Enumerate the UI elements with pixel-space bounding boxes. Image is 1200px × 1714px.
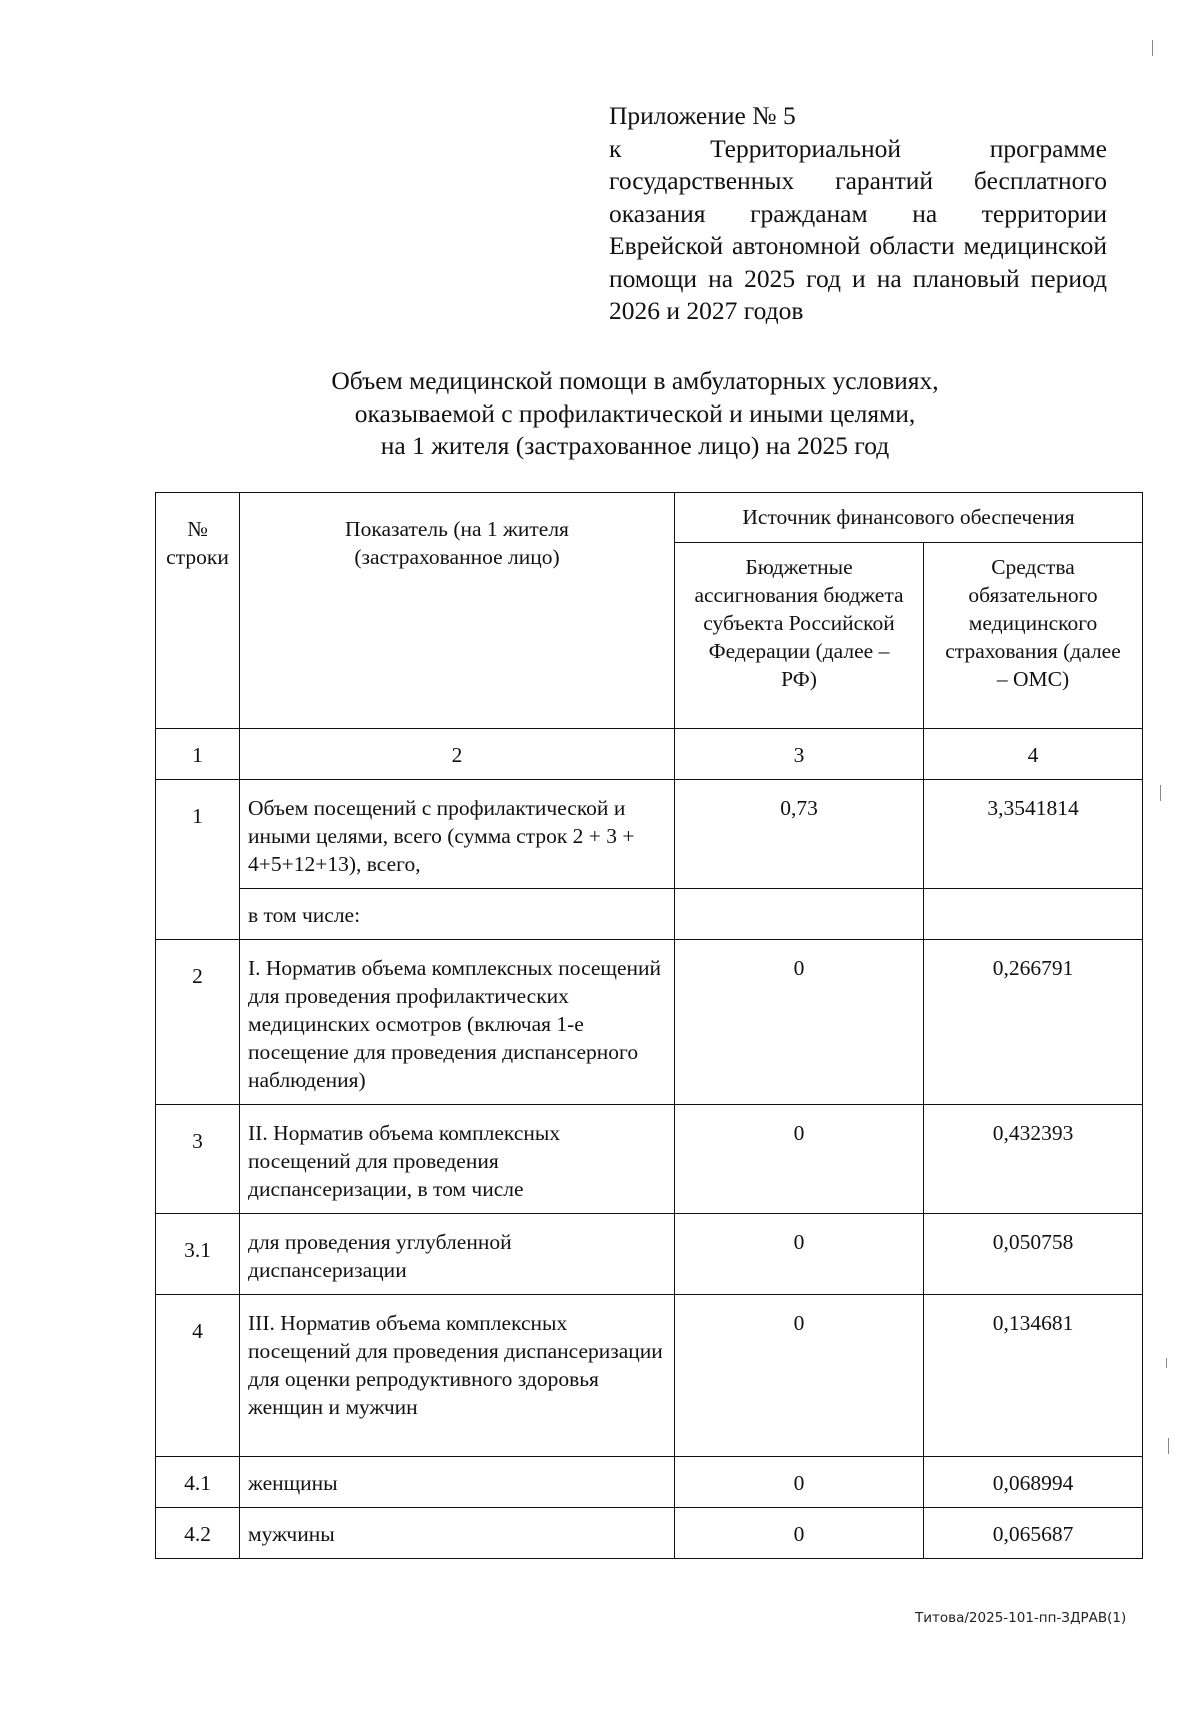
title-line-1: Объем медицинской помощи в амбулаторных условиях, (331, 366, 939, 395)
table-row (156, 780, 1143, 889)
table-row (156, 1508, 1143, 1559)
row-budget-value: 0 (675, 940, 924, 1105)
table-row (156, 1295, 1143, 1457)
row-oms-value: 0,068994 (924, 1457, 1143, 1508)
row-number: 4.2 (156, 1508, 240, 1559)
header-row-number: № строки (156, 493, 240, 729)
column-number-2: 2 (240, 729, 675, 780)
row-budget-value: 0 (675, 1457, 924, 1508)
row-budget-value (675, 889, 924, 940)
scan-artifact (1152, 40, 1153, 56)
row-oms-value: 0,134681 (924, 1295, 1143, 1457)
row-indicator: женщины (240, 1457, 675, 1508)
header-budget: Бюджетные ассигнования бюджета субъекта Российской Федерации (далее – РФ) (675, 543, 924, 729)
row-number: 1 (156, 780, 240, 940)
appendix-block (609, 100, 1107, 328)
title-line-3: на 1 жителя (застрахованное лицо) на 2025 год (380, 431, 890, 460)
volume-table (155, 492, 1143, 1559)
row-indicator: II. Норматив объема комплексных посещений для проведения диспансеризации, в том числе (240, 1105, 675, 1214)
row-number: 3.1 (156, 1214, 240, 1295)
row-indicator: III. Норматив объема комплексных посещений для проведения диспансеризации для оценки репродуктивного здоровья женщин и мужчин (240, 1295, 675, 1457)
row-budget-value: 0 (675, 1214, 924, 1295)
header-oms: Средства обязательного медицинского страхования (далее – ОМС) (924, 543, 1143, 729)
table-row (156, 1105, 1143, 1214)
row-indicator: I. Норматив объема комплексных посещений для проведения профилактических медицинских осмотров (включая 1-е посещение для проведения диспансерного наблюдения) (240, 940, 675, 1105)
row-number: 3 (156, 1105, 240, 1214)
header-indicator: Показатель (на 1 жителя (застрахованное лицо) (240, 493, 675, 729)
column-number-3: 3 (675, 729, 924, 780)
row-indicator: мужчины (240, 1508, 675, 1559)
appendix-text: к Территориальной программе государственных гарантий бесплатного оказания гражданам на территории Еврейской автономной области медицинской помощи на 2025 год и на плановый период 2026 и 2027 годов (609, 133, 1107, 325)
row-budget-value: 0 (675, 1295, 924, 1457)
header-financing-source: Источник финансового обеспечения (675, 493, 1143, 543)
row-indicator: для проведения углубленной диспансеризации (240, 1214, 675, 1295)
scan-artifact (1168, 1438, 1169, 1454)
row-budget-value: 0 (675, 1105, 924, 1214)
table-row (156, 940, 1143, 1105)
row-number: 2 (156, 940, 240, 1105)
title-line-2: оказываемой с профилактической и иными целями, (354, 398, 916, 428)
row-number: 4 (156, 1295, 240, 1457)
row-indicator: Объем посещений с профилактической и иными целями, всего (сумма строк 2 + 3 + 4+5+12+13), всего, (240, 780, 675, 889)
table-row (156, 1214, 1143, 1295)
row-oms-value (924, 889, 1143, 940)
table-row (156, 1457, 1143, 1508)
row-oms-value: 3,3541814 (924, 780, 1143, 889)
column-number-4: 4 (924, 729, 1143, 780)
document-code: Титова/2025-101-пп-ЗДРАВ(1) (915, 1610, 1127, 1626)
row-budget-value: 0 (675, 1508, 924, 1559)
appendix-number: Приложение № 5 (609, 101, 796, 130)
row-budget-value: 0,73 (675, 780, 924, 889)
row-oms-value: 0,432393 (924, 1105, 1143, 1214)
table-row (156, 889, 1143, 940)
row-oms-value: 0,065687 (924, 1508, 1143, 1559)
row-number: 4.1 (156, 1457, 240, 1508)
row-oms-value: 0,266791 (924, 940, 1143, 1105)
document-title (170, 365, 1100, 463)
scan-artifact (1160, 785, 1161, 801)
row-oms-value: 0,050758 (924, 1214, 1143, 1295)
row-indicator: в том числе: (240, 889, 675, 940)
scan-artifact (1166, 1358, 1167, 1368)
column-number-1: 1 (156, 729, 240, 780)
